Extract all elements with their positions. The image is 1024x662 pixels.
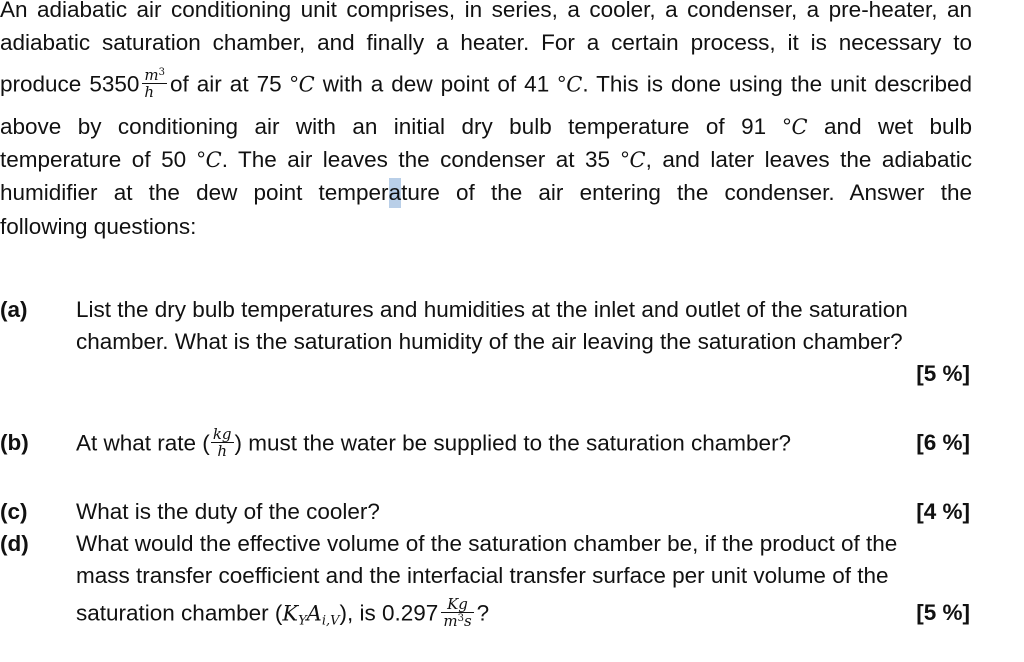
flow-unit-denominator: h [144,83,155,101]
intro-line-7: following questions: [0,214,197,239]
flow-unit-fraction [142,67,167,100]
question-a-marks: [5 %] [916,361,970,386]
question-b-text: At what rate ( $\frac{kg}{h}$ ) must the water be supplied to the saturation chamber? [76,425,792,460]
question-c-line-1: What is the duty of the cooler? [76,499,380,524]
intro-line-3-text-d: . This is done using the unit described [582,71,972,97]
intro-line-1: An adiabatic air conditioning unit comprises, in series, a cooler, a condenser, a pre-heater, an [0,0,972,22]
question-d-marks: [5 %] [916,600,970,625]
question-d-line-3: saturation chamber $(K_YA_{i,V})$, is 0.297 $\frac{Kg}{m^3s}$ ? [76,595,490,630]
intro-line-3-text-a: produce 5350 [0,71,140,97]
question-b-marks: [6 %] [916,430,970,455]
text-cursor-highlight[interactable]: a [389,178,402,208]
question-d-label: (d) [0,531,29,556]
intro-line-2: adiabatic saturation chamber, and finally a heater. For a certain process, it is necessary to [0,30,972,55]
question-c-label: (c) [0,499,28,524]
intro-line-6: humidifier at the dew point temperature of the air entering the condenser. Answer the [0,178,972,208]
question-d-line-2: mass transfer coefficient and the interfacial transfer surface per unit volume of the [76,563,889,588]
coefficient-unit-fraction: $\frac{Kg}{m^3s}$ [443,595,472,630]
intro-line-4: above by conditioning air with an initial dry bulb temperature of 91 °C and wet bulb [0,114,972,139]
question-a-label: (a) [0,297,28,322]
intro-line-5: temperature of 50 °C. The air leaves the condenser at 35 °C, and later leaves the adiabatic [0,147,973,172]
intro-line-3-text-b: of air at 75 ° [170,71,299,97]
intro-line-3: produce 5350 $\frac{m^3}{h}$ of air at 75 °C with a dew point of 41 °C. This is done using the unit described [0,66,972,101]
question-d-line-1: What would the effective volume of the saturation chamber be, if the product of the [76,531,898,556]
question-a-line-1: List the dry bulb temperatures and humidities at the inlet and outlet of the saturation [76,297,908,322]
question-a-line-2: chamber. What is the saturation humidity of the air leaving the saturation chamber? [76,329,903,354]
question-c-marks: [4 %] [916,499,970,524]
question-b-label: (b) [0,430,29,455]
flow-unit-numerator: $m^3$ [144,66,165,84]
rate-unit-fraction: $\frac{kg}{h}$ [212,425,232,460]
